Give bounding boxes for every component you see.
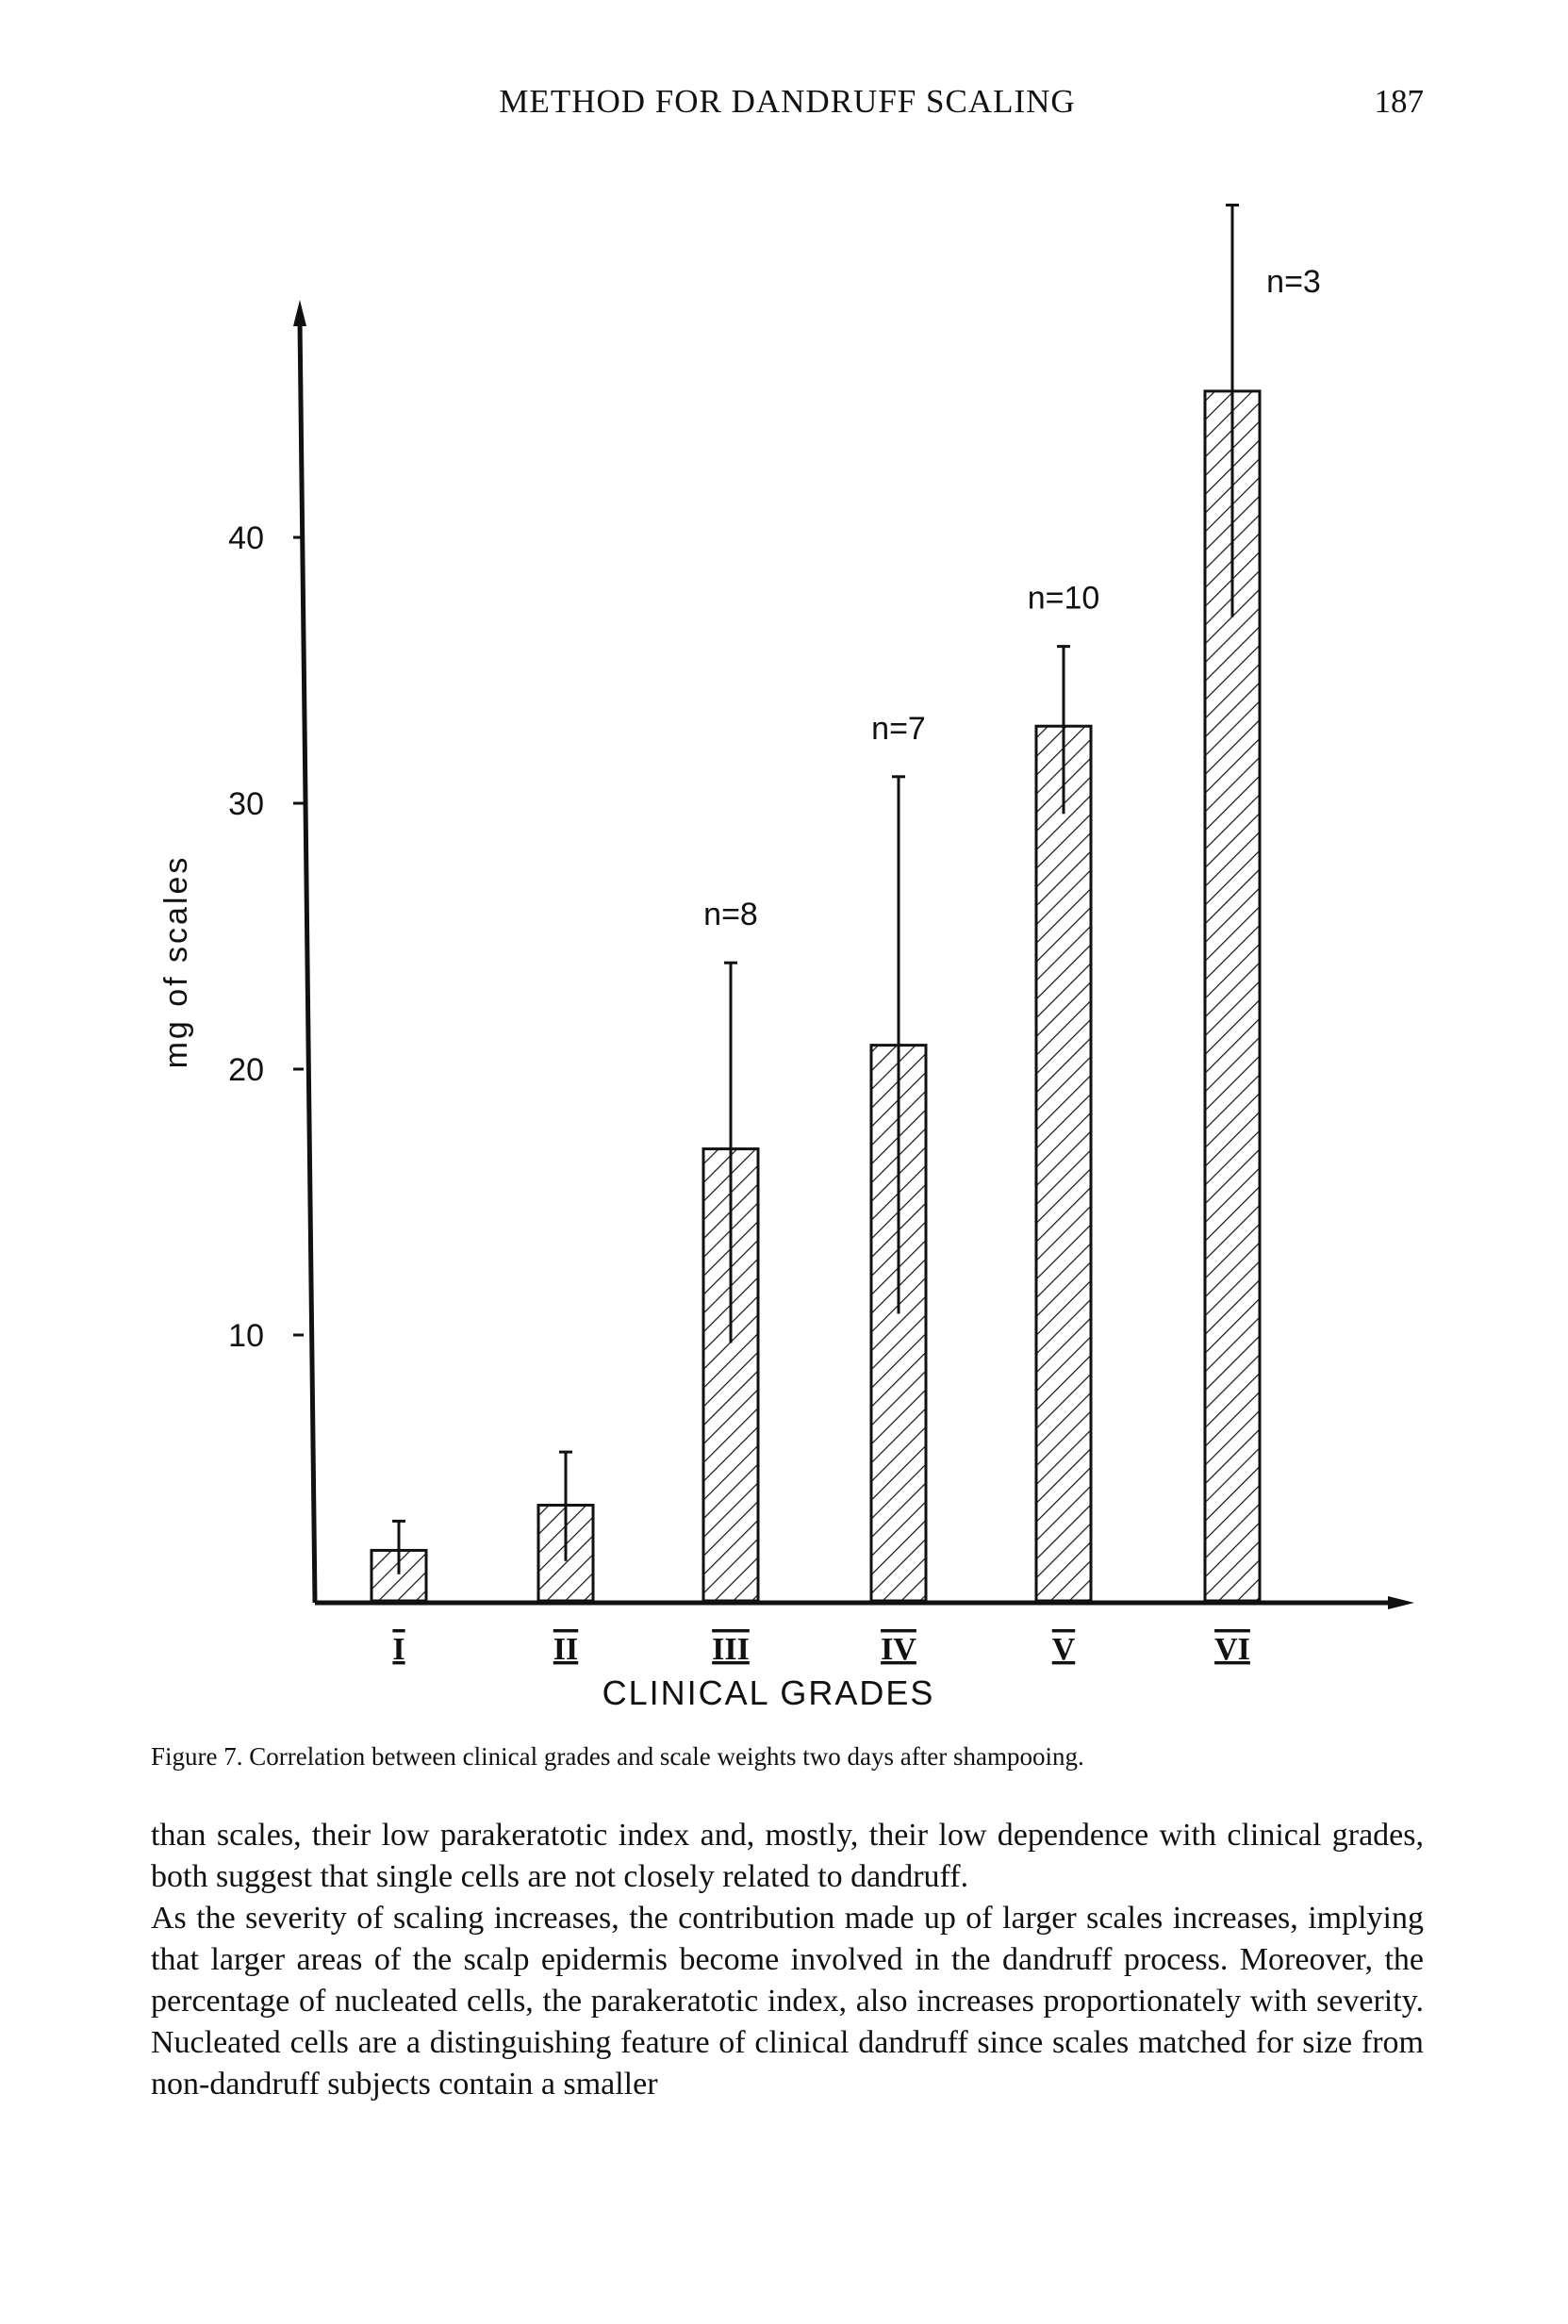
category-label: IV [881, 1632, 916, 1667]
n-label: n=10 [1027, 580, 1100, 617]
category-label: II [553, 1632, 579, 1667]
running-title: METHOD FOR DANDRUFF SCALING [499, 83, 1076, 120]
y-tick-label: 40 [228, 520, 264, 556]
y-tick-label: 30 [228, 786, 264, 822]
x-axis-arrow-icon [1388, 1596, 1414, 1609]
page-number: 187 [1374, 83, 1424, 120]
bar [1036, 726, 1091, 1601]
body-text [151, 1815, 1424, 2105]
x-axis-label: CLINICAL GRADES [602, 1673, 935, 1712]
paragraph: than scales, their low parakeratotic index and, mostly, their low dependence with clinical grades, both suggest that single cells are not closely related to dandruff. [151, 1818, 1424, 1894]
category-label: I [392, 1632, 405, 1667]
paragraph: As the severity of scaling increases, the contribution made up of larger scales increases, implying that larger areas of the scalp epidermis become involved in the dandruff process. Moreover, the percentage of nucleated cells, the parakeratotic index, also increases proportionately with severity. Nucleated cells are a distinguishing feature of clinical dandruff since scales matched for size from non-dandruff subjects contain a smaller [151, 1901, 1424, 2101]
y-tick-label: 20 [228, 1052, 264, 1088]
figure-caption-text: Correlation between clinical grades and scale weights two days after shampooing. [249, 1742, 1084, 1771]
y-axis-label: mg of scales [158, 854, 194, 1069]
figure-label: Figure 7. [151, 1742, 243, 1771]
n-label: n=7 [871, 710, 926, 747]
category-label: III [712, 1632, 750, 1667]
category-label: V [1051, 1632, 1076, 1667]
n-label: n=3 [1266, 264, 1321, 300]
y-tick-label: 10 [228, 1318, 264, 1354]
figure-caption [151, 1742, 1424, 1772]
y-axis-arrow-icon [293, 300, 306, 326]
y-axis [300, 321, 315, 1603]
n-label: n=8 [703, 897, 758, 933]
category-label: VI [1214, 1632, 1250, 1667]
